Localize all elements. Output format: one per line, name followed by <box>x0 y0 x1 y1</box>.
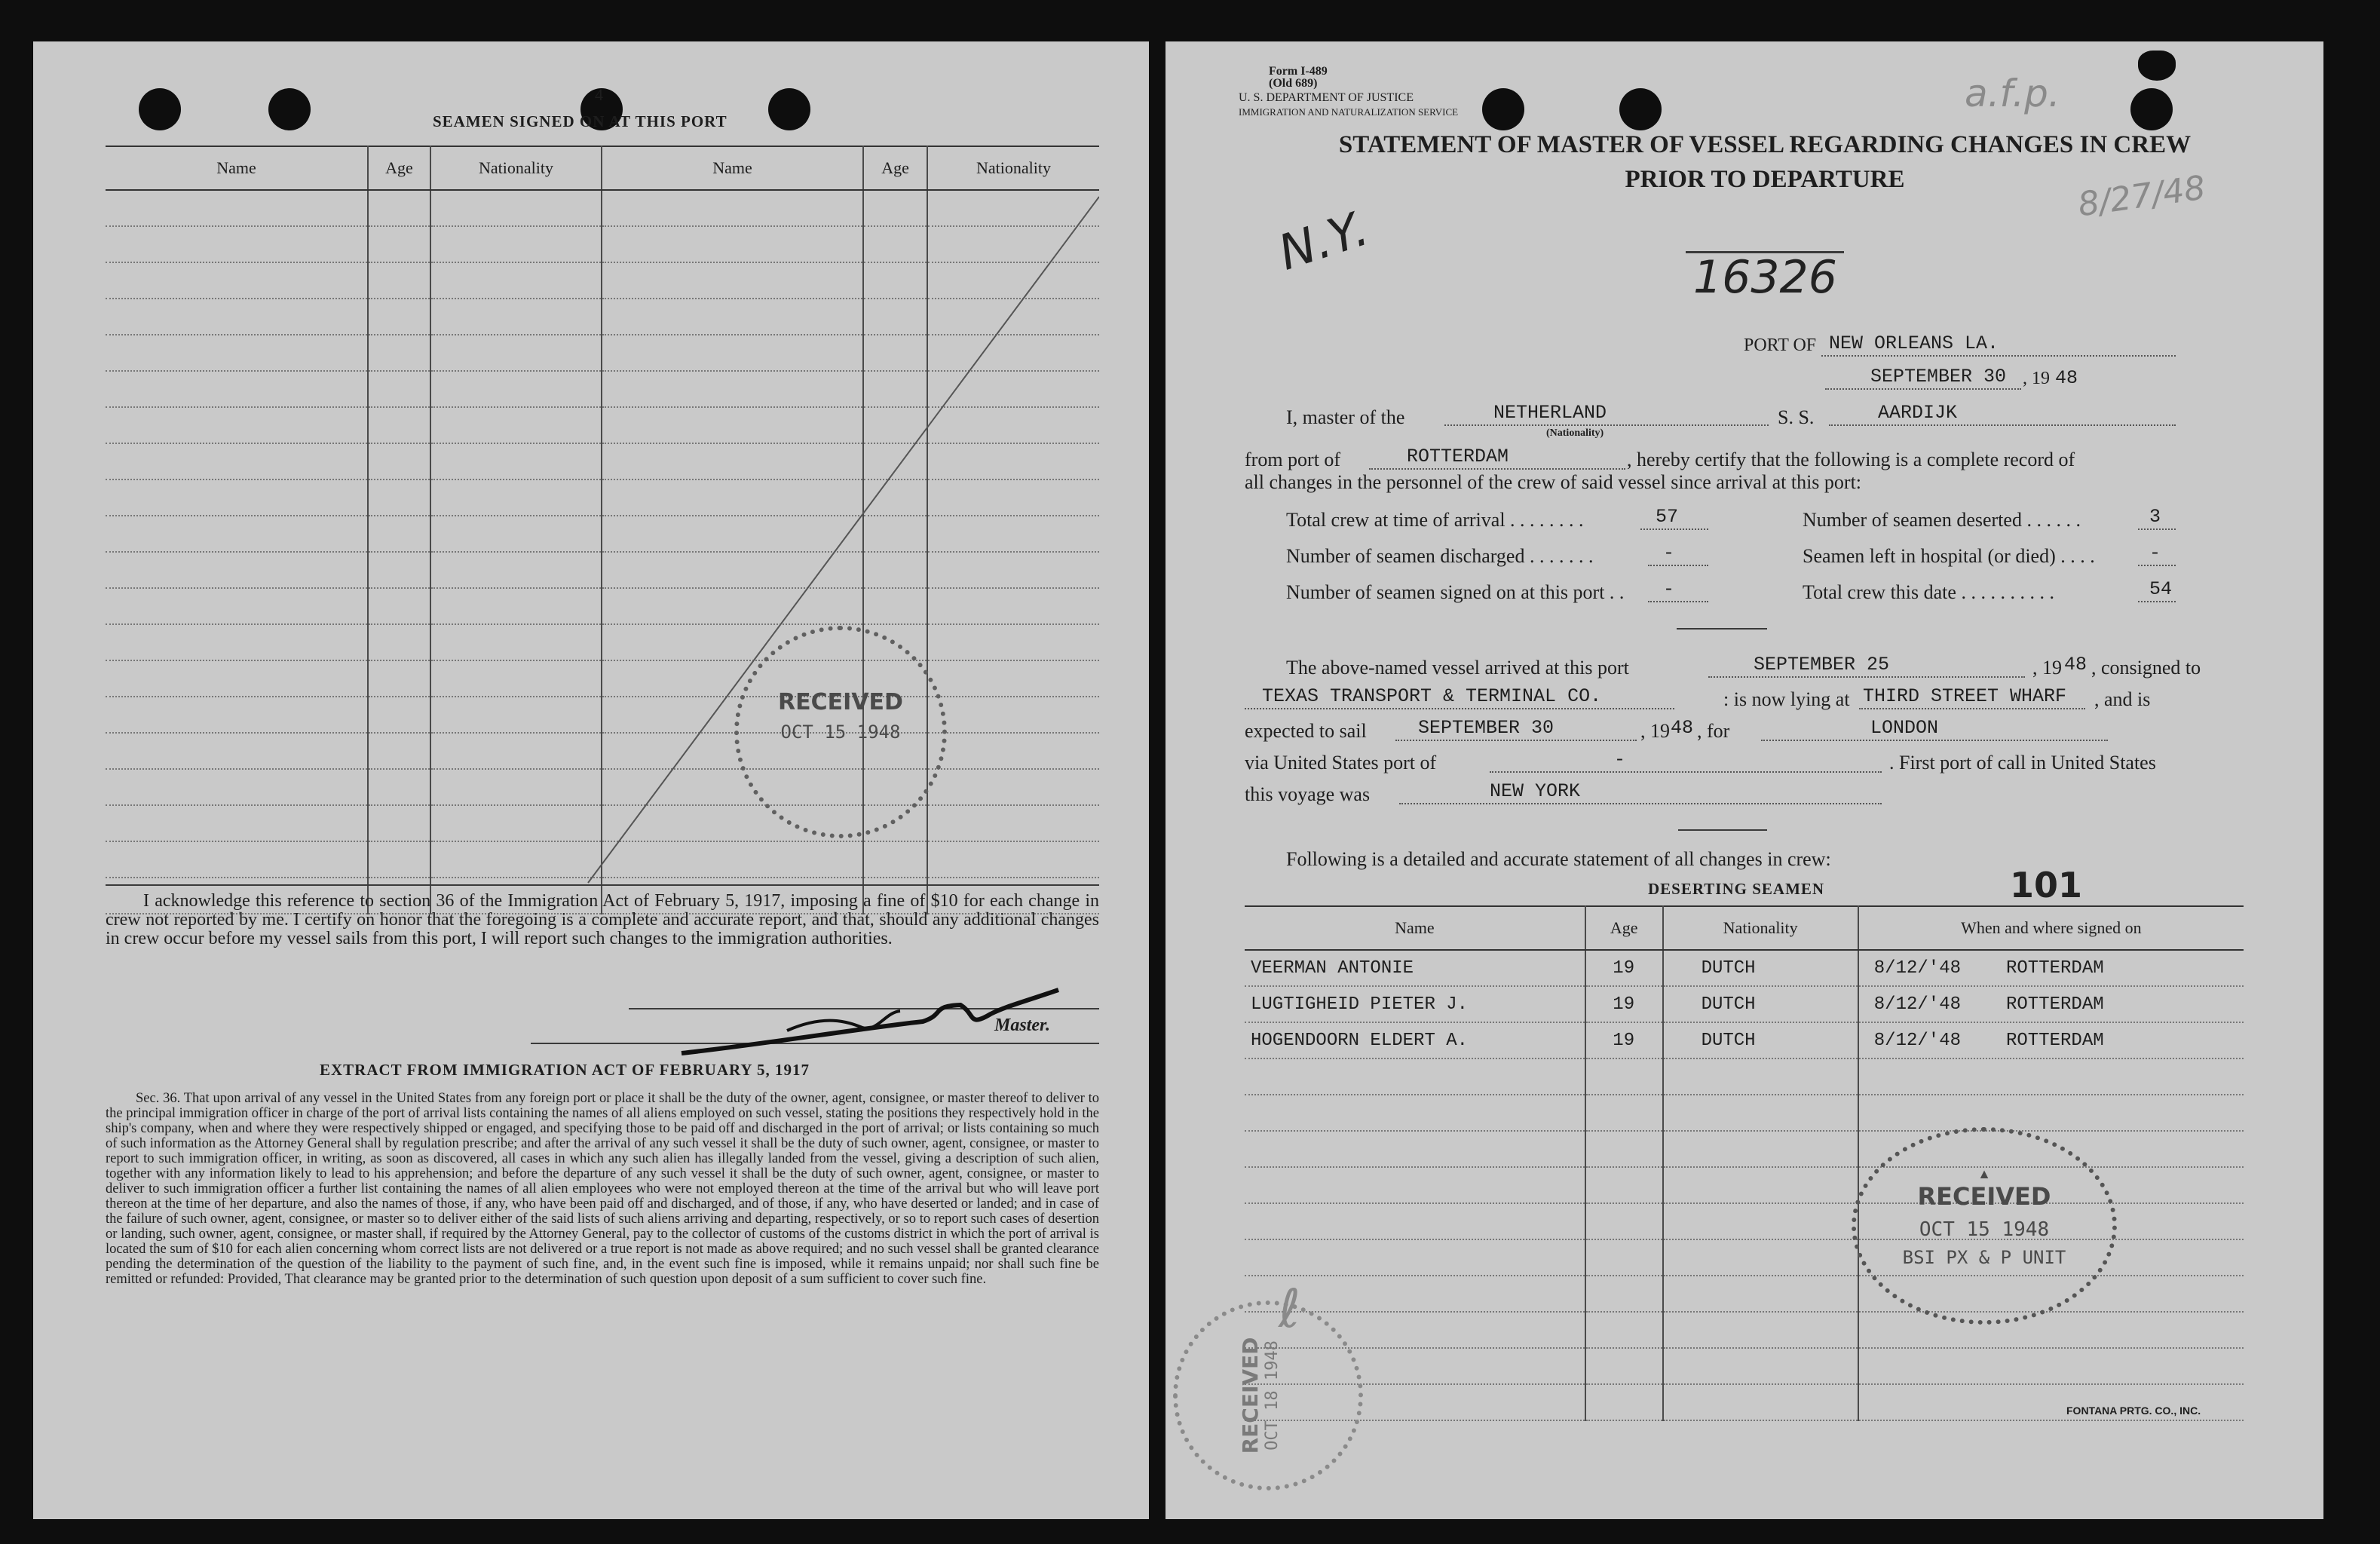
right-page <box>1165 41 2323 1519</box>
this-voyage-label: this voyage was <box>1245 783 1371 805</box>
master-of-label: I, master of the <box>1286 406 1405 428</box>
empty-cell <box>1663 1131 1858 1167</box>
received-stamp: ▲ RECEIVED OCT 15 1948 BSI PX & P UNIT <box>1852 1127 2117 1325</box>
empty-cell <box>1858 1058 2244 1095</box>
short-divider <box>1678 829 1767 831</box>
and-is-label: , and is <box>2094 688 2151 710</box>
signed-on-cell <box>1858 1022 2244 1058</box>
empty-cell <box>1585 1276 1663 1312</box>
empty-cell <box>1585 1239 1663 1276</box>
hospital-label: Seamen left in hospital (or died) . . . . <box>1803 545 2095 567</box>
stamp-date: OCT 15 1948 <box>1919 1218 2050 1241</box>
page-number: 4 <box>595 85 603 104</box>
empty-cell <box>1585 1312 1663 1348</box>
discharged-value: - <box>1663 542 1675 564</box>
total-crew-arrival-value: 57 <box>1656 506 1679 528</box>
signed-on-label: Number of seamen signed on at this port . . <box>1286 581 1625 603</box>
handwritten-date: 8/27/48 <box>2075 168 2208 225</box>
port-value: NEW ORLEANS LA. <box>1829 332 1999 354</box>
age-cell: 19 <box>1585 986 1663 1022</box>
sail-value: SEPTEMBER 30 <box>1418 717 1555 739</box>
signed-on-date: 8/12/'48 <box>1873 1030 1961 1051</box>
table-row <box>1245 986 2244 1022</box>
table-row <box>1245 950 2244 986</box>
name-cell: LUGTIGHEID PIETER J. <box>1245 986 1585 1022</box>
ship-name: AARDIJK <box>1878 402 1958 424</box>
empty-cell <box>1245 1239 1585 1276</box>
empty-cell <box>1663 1058 1858 1095</box>
age-cell: 19 <box>1585 1022 1663 1058</box>
via-value: - <box>1614 749 1626 770</box>
sail-year-prefix: , 19 <box>1640 720 1670 742</box>
signed-on-cell <box>1858 986 2244 1022</box>
column-header: When and where signed on <box>1858 906 2244 950</box>
deserted-label: Number of seamen deserted . . . . . . <box>1803 509 2081 531</box>
column-header: Name <box>602 146 863 190</box>
deserted-value: 3 <box>2149 506 2161 528</box>
nationality-cell: DUTCH <box>1663 986 1858 1022</box>
empty-cell <box>1858 1312 2244 1348</box>
signed-on-date: 8/12/'48 <box>1873 957 1961 979</box>
port-label: PORT OF <box>1744 335 1817 355</box>
service: IMMIGRATION AND NATURALIZATION SERVICE <box>1239 106 1459 118</box>
strike-through-line <box>106 189 1099 890</box>
arrived-year: 48 <box>2064 654 2087 676</box>
column-header: Nationality <box>1663 906 1858 950</box>
empty-cell <box>1245 1203 1585 1239</box>
for-label: , for <box>1697 720 1730 742</box>
age-cell: 19 <box>1585 950 1663 986</box>
certify-text-2: all changes in the personnel of the crew of said vessel since arrival at this port: <box>1245 471 1862 493</box>
total-crew-date-label: Total crew this date . . . . . . . . . . <box>1803 581 2054 603</box>
seamen-signed-title: SEAMEN SIGNED ON AT THIS PORT <box>433 112 727 130</box>
handwritten-101: 101 <box>2010 865 2083 905</box>
empty-cell <box>1585 1167 1663 1203</box>
lying-label: : is now lying at <box>1723 688 1850 710</box>
signed-on-place: ROTTERDAM <box>2006 957 2104 979</box>
empty-cell <box>1663 1276 1858 1312</box>
acknowledgement-text: I acknowledge this reference to section 36 of the Immigration Act of February 5, 1917, imposing a fine of $10 for each change in crew not reported by me. I certify on honor that the foregoing is a complete and accurate report, and that, should any additional changes in crew occur before my vessel sails from this port, I will report such changes to the immigration authorities. <box>106 891 1099 948</box>
faint-received-stamp: RECEIVED OCT 18 1948 <box>1173 1300 1363 1490</box>
column-header: Nationality <box>430 146 602 190</box>
expected-label: expected to sail <box>1245 720 1367 742</box>
table-row <box>1245 1312 2244 1348</box>
punch-hole <box>268 88 311 130</box>
lying-value: THIRD STREET WHARF <box>1863 685 2067 707</box>
total-crew-date-value: 54 <box>2149 578 2173 600</box>
empty-cell <box>1245 1058 1585 1095</box>
hospital-value: - <box>2149 542 2161 564</box>
signed-on-cell <box>1858 950 2244 986</box>
column-header: Age <box>863 146 927 190</box>
handwritten-mark: ℓ <box>1279 1278 1300 1340</box>
consignee-value: TEXAS TRANSPORT & TERMINAL CO. <box>1262 685 1602 707</box>
nationality-value: NETHERLAND <box>1493 402 1607 424</box>
table-row <box>1245 1131 2244 1167</box>
empty-cell <box>1858 1348 2244 1384</box>
empty-cell <box>1663 1239 1858 1276</box>
ss-label: S. S. <box>1778 406 1815 428</box>
table-row <box>1245 1022 2244 1058</box>
from-port-label: from port of <box>1245 449 1341 470</box>
stamp-received: RECEIVED <box>1917 1182 2051 1211</box>
signed-on-place: ROTTERDAM <box>2006 1030 2104 1051</box>
nationality-cell: DUTCH <box>1663 1022 1858 1058</box>
name-cell: HOGENDOORN ELDERT A. <box>1245 1022 1585 1058</box>
short-divider <box>1677 628 1767 630</box>
sail-year: 48 <box>1671 717 1694 739</box>
empty-cell <box>1663 1312 1858 1348</box>
signed-on-place: ROTTERDAM <box>2006 994 2104 1015</box>
punch-hole <box>768 88 810 130</box>
deserting-title: DESERTING SEAMEN <box>1648 880 1825 898</box>
punch-hole <box>2130 88 2173 130</box>
empty-cell <box>1663 1348 1858 1384</box>
deserting-seamen-table <box>1245 905 2244 1421</box>
signed-on-value: - <box>1663 578 1675 600</box>
form-title: STATEMENT OF MASTER OF VESSEL REGARDING CHANGES IN CREW PRIOR TO DEPARTURE <box>1338 131 2192 193</box>
destination-value: LONDON <box>1870 717 1939 739</box>
department: U. S. DEPARTMENT OF JUSTICE <box>1239 91 1414 104</box>
first-port-label: . First port of call in United States <box>1889 752 2156 774</box>
consigned-label: , consigned to <box>2091 657 2201 679</box>
column-header: Age <box>368 146 430 190</box>
empty-cell <box>1663 1167 1858 1203</box>
empty-cell <box>1585 1348 1663 1384</box>
divider <box>106 884 1099 886</box>
table-row <box>1245 1058 2244 1095</box>
handwritten-ny: N.Y. <box>1272 201 1375 282</box>
empty-cell <box>1585 1095 1663 1131</box>
stamp-unit: BSI PX & P UNIT <box>1902 1247 2066 1268</box>
empty-cell <box>1663 1095 1858 1131</box>
certify-text: , hereby certify that the following is a complete record of <box>1627 449 2075 470</box>
master-label: Master. <box>994 1016 1051 1035</box>
punch-hole <box>2138 51 2176 81</box>
punch-hole <box>1482 88 1524 130</box>
discharged-label: Number of seamen discharged . . . . . . . <box>1286 545 1594 567</box>
empty-cell <box>1858 1095 2244 1131</box>
from-port-value: ROTTERDAM <box>1407 446 1509 467</box>
arrived-year-prefix: , 19 <box>2032 657 2062 679</box>
extract-text: Sec. 36. That upon arrival of any vessel in the United States from any foreign port or place it shall be the duty of the owner, agent, consignee, or master thereof to deliver to the principal immigration officer in charge of the port of arrival lists containing the names of all aliens employed on such vessel, stating the positions they respectively hold in the ship's company, when and where they were respectively shipped or engaged, and specifying those to be paid off and discharged in the port of arrival; or lists containing so much of such information as the Attorney General shall by regulation prescribe; and after the arrival of any such vessel it shall be the duty of such owner, agent, consignee, or master to report to such immigration officer, in writing, as soon as discovered, all cases in which any such alien has illegally landed from the vessel, giving a description of such alien, together with any information likely to lead to his apprehension; and before the departure of any such vessel it shall be the duty of such owner, agent, consignee, or master to deliver to such immigration officer a further list containing the names of all alien employees who were not employed thereon at the time of the arrival but who will leave port thereon at the time of her departure, and also the names of those, if any, who have been paid off and discharged, and of those, if any, who have deserted or landed; and in case of the failure of such owner, agent, consignee, or master so to deliver either of the said lists of such aliens arriving and departing, respectively, or so to report such cases of desertion or landing, such owner, agent, consignee, or master shall, if required by the Attorney General, pay to the collector of customs of the customs district in which the port of arrival is located the sum of $10 for each alien concerning whom correct lists are not delivered or a true report is not made as above required; and no such vessel shall be granted clearance pending the determination of the question of the liability to the payment of such fine, and, in the event such fine is imposed, while it remains unpaid; nor shall such fine be remitted or refunded: Provided, That clearance may be granted prior to the determination of such question upon deposit of a sum sufficient to cover such fine. <box>106 1091 1099 1287</box>
signed-on-date: 8/12/'48 <box>1873 994 1961 1015</box>
nationality-cell: DUTCH <box>1663 950 1858 986</box>
empty-cell <box>1585 1203 1663 1239</box>
handwritten-initials: a.f.p. <box>1965 72 2060 115</box>
column-header: Nationality <box>927 146 1099 190</box>
column-header: Name <box>106 146 368 190</box>
extract-title: EXTRACT FROM IMMIGRATION ACT OF FEBRUARY 5, 1917 <box>320 1061 810 1079</box>
empty-cell <box>1245 1095 1585 1131</box>
column-header: Age <box>1585 906 1663 950</box>
arrived-label: The above-named vessel arrived at this port <box>1286 657 1629 679</box>
year-value: 48 <box>2055 367 2078 389</box>
name-cell: VEERMAN ANTONIE <box>1245 950 1585 986</box>
total-crew-arrival-label: Total crew at time of arrival . . . . . . . . <box>1286 509 1584 531</box>
voyage-value: NEW YORK <box>1490 780 1581 802</box>
empty-cell <box>1585 1058 1663 1095</box>
received-stamp: RECEIVED OCT 15 1948 <box>734 626 947 838</box>
printer-credit: FONTANA PRTG. CO., INC. <box>2066 1405 2201 1417</box>
arrived-value: SEPTEMBER 25 <box>1754 654 1890 676</box>
handwritten-file-number: 16326 <box>1693 251 1837 304</box>
empty-cell <box>1663 1203 1858 1239</box>
date-value: SEPTEMBER 30 <box>1870 366 2007 388</box>
empty-cell <box>1663 1384 1858 1420</box>
left-page <box>33 41 1149 1519</box>
via-label: via United States port of <box>1245 752 1437 774</box>
empty-cell <box>1585 1384 1663 1420</box>
empty-cell <box>1585 1131 1663 1167</box>
empty-cell <box>1245 1167 1585 1203</box>
table-row <box>1245 1095 2244 1131</box>
following-text: Following is a detailed and accurate statement of all changes in crew: <box>1286 848 1831 870</box>
form-number: Form I-489 (Old 689) <box>1269 65 1328 90</box>
column-header: Name <box>1245 906 1585 950</box>
punch-hole <box>139 88 181 130</box>
year-prefix: , 19 <box>2023 369 2050 388</box>
table-row <box>1245 1348 2244 1384</box>
empty-cell <box>1245 1131 1585 1167</box>
nationality-caption: (Nationality) <box>1546 427 1604 439</box>
punch-hole <box>1619 88 1662 130</box>
